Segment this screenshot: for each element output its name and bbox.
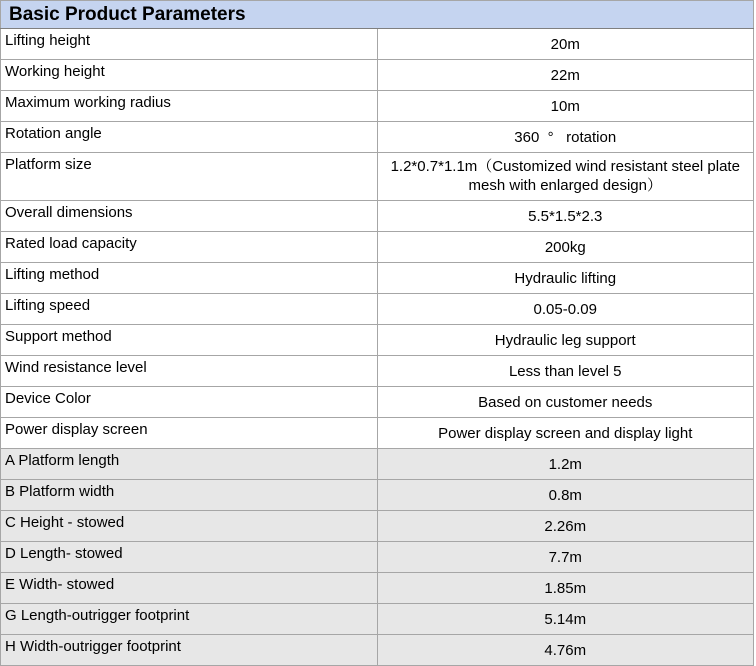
param-value: 7.7m [377, 542, 754, 573]
param-value: 5.14m [377, 604, 754, 635]
table-row [1, 449, 754, 480]
param-value: 200kg [377, 232, 754, 263]
table-row [1, 480, 754, 511]
param-label: C Height - stowed [1, 511, 378, 542]
table-title: Basic Product Parameters [1, 1, 754, 29]
param-label: E Width- stowed [1, 573, 378, 604]
param-value: 360 ° rotation [377, 122, 754, 153]
table-row [1, 542, 754, 573]
table-row [1, 511, 754, 542]
table-row [1, 635, 754, 666]
param-label: Lifting speed [1, 294, 378, 325]
table-row [1, 387, 754, 418]
param-label: Lifting height [1, 29, 378, 60]
table-row [1, 604, 754, 635]
table-row [1, 232, 754, 263]
param-label: Wind resistance level [1, 356, 378, 387]
param-value: Based on customer needs [377, 387, 754, 418]
param-label: Maximum working radius [1, 91, 378, 122]
param-value: 22m [377, 60, 754, 91]
param-value: 2.26m [377, 511, 754, 542]
param-label: Overall dimensions [1, 201, 378, 232]
table-row [1, 153, 754, 201]
param-value: 1.85m [377, 573, 754, 604]
param-value: 10m [377, 91, 754, 122]
table-row [1, 356, 754, 387]
table-row [1, 325, 754, 356]
table-row [1, 60, 754, 91]
param-value: 1.2*0.7*1.1m（Customized wind resistant steel plate mesh with enlarged design） [377, 153, 754, 201]
param-label: H Width-outrigger footprint [1, 635, 378, 666]
param-value: Hydraulic lifting [377, 263, 754, 294]
param-value: 5.5*1.5*2.3 [377, 201, 754, 232]
param-value: Power display screen and display light [377, 418, 754, 449]
table-row [1, 29, 754, 60]
table-title-row [1, 1, 754, 29]
param-value: 1.2m [377, 449, 754, 480]
table-row [1, 418, 754, 449]
param-label: A Platform length [1, 449, 378, 480]
param-value: 20m [377, 29, 754, 60]
table-row [1, 294, 754, 325]
param-value: Less than level 5 [377, 356, 754, 387]
param-label: Device Color [1, 387, 378, 418]
param-label: Rotation angle [1, 122, 378, 153]
param-label: G Length-outrigger footprint [1, 604, 378, 635]
param-value: 0.8m [377, 480, 754, 511]
param-label: Rated load capacity [1, 232, 378, 263]
param-label: Power display screen [1, 418, 378, 449]
table-row [1, 201, 754, 232]
table-row [1, 263, 754, 294]
table-row [1, 91, 754, 122]
param-label: D Length- stowed [1, 542, 378, 573]
param-value: Hydraulic leg support [377, 325, 754, 356]
param-label: Working height [1, 60, 378, 91]
param-label: Lifting method [1, 263, 378, 294]
table-row [1, 122, 754, 153]
param-value: 0.05-0.09 [377, 294, 754, 325]
param-label: Support method [1, 325, 378, 356]
param-value: 4.76m [377, 635, 754, 666]
param-label: B Platform width [1, 480, 378, 511]
table-row [1, 573, 754, 604]
param-label: Platform size [1, 153, 378, 201]
